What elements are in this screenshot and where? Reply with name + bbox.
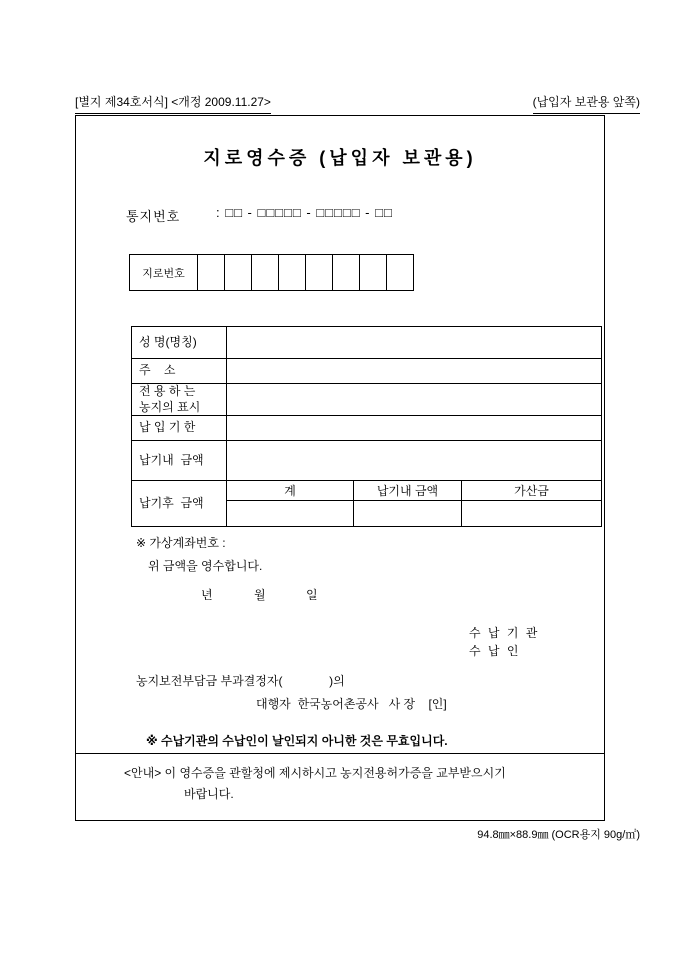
- date-year-label: 년: [201, 588, 213, 602]
- row-name: [132, 327, 602, 359]
- receipt-title: 지로영수증 (납입자 보관용): [203, 148, 477, 168]
- guide-divider: [76, 753, 604, 754]
- row-address: [132, 359, 602, 384]
- receipt-statement: 위 금액을 영수합니다.: [148, 559, 263, 573]
- guide-text-line1: <안내> 이 영수증을 관할청에 제시하시고 농지전용허가증을 교부받으시기: [124, 766, 506, 780]
- within-due-column-header: 납기내 금액: [354, 481, 462, 501]
- giro-digit-cell[interactable]: [252, 255, 279, 291]
- giro-digit-cell[interactable]: [360, 255, 387, 291]
- notice-number-label: 통지번호: [126, 209, 181, 224]
- giro-digit-cell[interactable]: [306, 255, 333, 291]
- notice-number-value: : □□ - □□□□□ - □□□□□ - □□: [216, 205, 393, 220]
- date-month-label: 월: [254, 588, 266, 602]
- copy-side-header: (납입자 보관용 앞쪽): [533, 93, 640, 114]
- amount-within-due-value-cell[interactable]: [227, 441, 602, 481]
- farmland-label: [132, 384, 227, 416]
- void-notice: ※ 수납기관의 수납인이 날인되지 아니한 것은 무효입니다.: [146, 734, 448, 748]
- paper-spec-note: 94.8㎜×88.9㎜ (OCR용지 90g/㎡): [477, 829, 640, 841]
- amount-within-due-label: 납기내 금액: [132, 441, 227, 481]
- giro-number-table: [129, 254, 414, 291]
- total-value-cell[interactable]: [227, 501, 354, 527]
- due-date-value-cell[interactable]: [227, 416, 602, 441]
- surcharge-value-cell[interactable]: [462, 501, 602, 527]
- name-value-cell[interactable]: [227, 327, 602, 359]
- receipt-box: [75, 115, 605, 821]
- name-label: 성 명(명칭): [132, 327, 227, 359]
- giro-digit-cell[interactable]: [333, 255, 360, 291]
- receiving-org-label: 수 납 기 관: [469, 626, 540, 640]
- row-due-date: [132, 416, 602, 441]
- address-value-cell[interactable]: [227, 359, 602, 384]
- within-due-value-cell[interactable]: [354, 501, 462, 527]
- giro-number-label: 지로번호: [130, 255, 198, 291]
- surcharge-column-header: 가산금: [462, 481, 602, 501]
- giro-number-row: [130, 255, 414, 291]
- farmland-label-line2: 농지의 표시: [139, 399, 201, 414]
- agent-line: 대행자 한국농어촌공사 사 장 [인]: [256, 697, 447, 711]
- receipt-fields-table: [131, 326, 602, 527]
- row-amount-within-due: [132, 441, 602, 481]
- total-column-header: 계: [227, 481, 354, 501]
- guide-text-line2: 바랍니다.: [184, 787, 234, 801]
- giro-digit-cell[interactable]: [225, 255, 252, 291]
- farmland-value-cell[interactable]: [227, 384, 602, 416]
- giro-digit-cell[interactable]: [387, 255, 414, 291]
- virtual-account-label: ※ 가상계좌번호 :: [136, 536, 226, 550]
- decider-line: 농지보전부담금 부과결정자( )의: [136, 674, 345, 688]
- amount-after-due-label: 납기후 금액: [132, 481, 227, 527]
- receiver-label: 수 납 인: [469, 644, 521, 658]
- row-farmland: [132, 384, 602, 416]
- form-number-header: [별지 제34호서식] <개정 2009.11.27>: [75, 93, 271, 114]
- due-date-label: 납 입 기 한: [132, 416, 227, 441]
- giro-digit-cell[interactable]: [198, 255, 225, 291]
- giro-digit-cell[interactable]: [279, 255, 306, 291]
- date-day-label: 일: [306, 588, 318, 602]
- row-amount-after-due-header: [132, 481, 602, 501]
- address-label: 주 소: [132, 359, 227, 384]
- farmland-label-line1: 전 용 하 는: [139, 384, 196, 398]
